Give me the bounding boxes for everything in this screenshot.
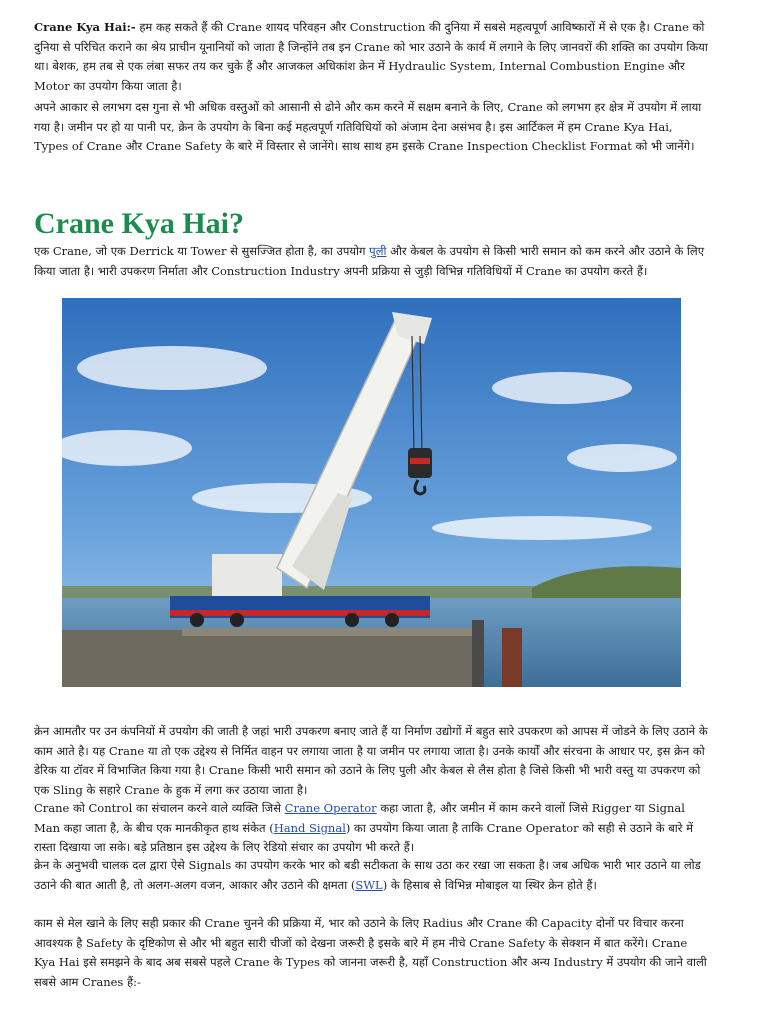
body-paragraph-5: काम से मेल खाने के लिए सही प्रकार की Crane चुनने की प्रक्रिया में, भार को उठाने के लिए Radius और Crane की Capacity दोनों पर विचार करना आवश्यक है Safety के दृष्टिकोण से और भी बहुत सारी चीजों को देखना जरूरी है इसके बारे में हम नीचे Crane Safety के सेक्शन में बात करेंगे। Crane Kya Hai इसे समझने के बाद अब सबसे पहले Crane के Types को जानना जरूरी है, यहाँ Construction और अन्य Industry में उपयोग की जाने वाली सबसे आम Cranes हैं:- [34,916,707,989]
crane-illustration [62,298,681,687]
crane-operator-link[interactable]: Crane Operator [284,801,377,815]
section-title: Crane Kya Hai? [34,207,244,240]
section-paragraph-1 [34,242,710,281]
intro-paragraph-2: अपने आकार से लगभग दस गुना से भी अधिक वस्तुओं को आसानी से ढोने और कम करने में सक्षम बनाने के लिए, Crane को लगभग हर क्षेत्र में उपयोग में लाया गया है। जमीन पर हो या पानी पर, क्रेन के उपयोग के बिना कई महत्वपूर्ण गतिविधियों को अंजाम देना असंभव है। इस आर्टिकल में हम Crane Kya Hai, Types of Crane और Crane Safety के बारे में विस्तार से जानेंगे। साथ साथ हम इसके Crane Inspection Checklist Format को भी जानेंगे। [34,100,702,153]
crane-cab [212,554,282,598]
bollard [502,628,522,687]
text-span: ) का उपयोग किया जाता है ताकि Crane Operator को सही से उठाने के बारे में रास्ता दिखाया जा सके। बड़े प्रतिष्ठान इस उद्देश्य के लिए रेडियो संचार का उपयोग भी करते हैं। [34,820,694,854]
text-span: Crane को Control का संचालन करने वाले व्यक्ति जिसे [34,801,285,815]
mooring-post [472,620,484,687]
body-paragraph-2: क्रेन आमतौर पर उन कंपनियों में उपयोग की जाती है जहां भारी उपकरण बनाए जाते हैं या निर्माण उद्योगों में बहुत सारे उपकरण को आपस में जोडने के लिए उठाने के काम आते है। यह Crane या तो एक उद्देश्य से निर्मित वाहन पर लगाया जाता है या जमीन पर लगाया जाता है। उनके कार्यों और संरचना के आधार पर, इस क्रेन को डेरिक या टॉवर में विभाजित किया गया है। Crane किसी भारी समान को उठाने के लिए पुली और केबल से लैस होता है जिसे किसी भी भारी वस्तु या उपकरण को एक Sling के सहारे Crane के हुक में लगा कर उठाया जाता है। [34,724,708,797]
quay-deck [62,630,472,687]
body-paragraph-3 [34,799,710,858]
pulley-link[interactable]: पुली [369,244,387,258]
quay-edge [182,628,482,636]
hook-block-stripe [410,458,430,464]
text-span: एक Crane, जो एक Derrick या Tower से सुसज्जित होता है, का उपयोग [34,244,370,258]
swl-link[interactable]: SWL [355,877,383,892]
text-span: कहा जाता है, और जमीन में काम करने वालों जिसे Rigger या Signal Man कहा जाता है, के बीच एक मानकीकृत हाथ संकेत ( [34,801,685,835]
intro-label: Crane Kya Hai:- [34,20,136,34]
intro-paragraph [34,18,710,96]
intro-text: हम कह सकते हैं की Crane शायद परिवहन और Construction की दुनिया में सबसे महत्वपूर्ण आविष्कारों में से एक है। Crane को दुनिया से परिचित कराने का श्रेय प्राचीन यूनानियों को जाता है जिन्होंने तब इन Crane को भार उठाने के कार्य में लगाने के लिए जानवरों की शक्ति का उपयोग किया था। बेशक, हम तब से एक लंबा सफर तय कर चुके हैं और आजकल अधिकांश क्रेन में Hydraulic System, Internal Combustion Engine और Motor का उपयोग किया जाता है। [34,20,708,93]
body-paragraph-4 [34,856,710,895]
hand-signal-link[interactable]: Hand Signal [273,820,346,835]
crane-photo [62,298,681,687]
text-span: और केबल के उपयोग से किसी भारी समान को कम करने और उठाने के लिए किया जाता है। भारी उपकरण निर्माता और Construction Industry अपनी प्रक्रिया से जुड़ी विभिन्न गतिविधियों में Crane का उपयोग करते हैं। [34,244,705,278]
text-span: ) के हिसाब से विभिन्न मोबाइल या स्थिर क्रेन होते हैं। [382,877,597,892]
text-span: क्रेन के अनुभवी चालक दल द्वारा ऐसे Signals का उपयोग करके भार को बडी सटीकता के साथ उठा कर रखा जा सकता है। जब अधिक भारी भार उठाने या लोड उठाने की बात आती है, तो अलग-अलग वजन, आकार और उठाने की क्षमता ( [34,858,701,892]
